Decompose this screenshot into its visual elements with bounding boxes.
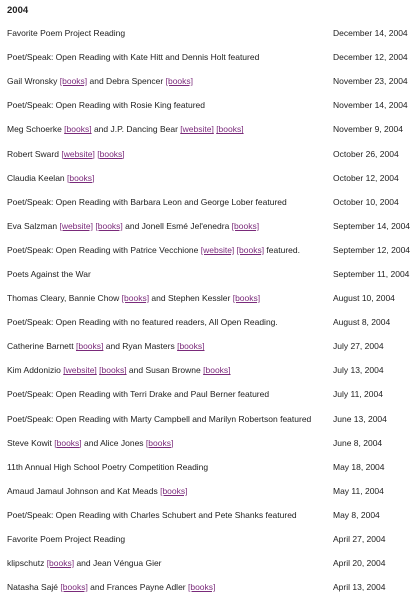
event-date: July 13, 2004 — [333, 365, 384, 376]
event-date: July 27, 2004 — [333, 341, 384, 352]
event-text: and Susan Browne — [126, 365, 204, 376]
books-link[interactable]: [books] — [121, 293, 150, 304]
event-row — [0, 214, 417, 238]
event-row — [0, 407, 417, 431]
event-row — [0, 334, 417, 358]
event-row — [0, 286, 417, 310]
event-date: October 12, 2004 — [333, 172, 399, 183]
event-text: and J.P. Dancing Bear — [91, 124, 181, 135]
event-row — [0, 551, 417, 575]
website-link[interactable]: [website] — [63, 365, 97, 376]
event-text: Claudia Keelan — [7, 172, 68, 183]
event-title — [0, 141, 333, 165]
event-row — [0, 238, 417, 262]
event-text: Steve Kowit — [7, 437, 55, 448]
books-link[interactable]: [books] — [97, 148, 125, 159]
event-text: Poets Against the War — [7, 268, 91, 279]
event-text: Poet/Speak: Open Reading with Marty Campbell and Marilyn Robertson featured — [7, 413, 312, 424]
books-link[interactable]: [books] — [145, 437, 174, 448]
event-row — [0, 45, 417, 69]
event-date: April 20, 2004 — [333, 558, 386, 569]
event-date: May 11, 2004 — [333, 485, 384, 496]
event-date: August 10, 2004 — [333, 293, 395, 304]
event-title — [0, 238, 333, 262]
event-title — [0, 382, 333, 406]
website-link[interactable]: [website] — [180, 124, 214, 135]
event-text: Poet/Speak: Open Reading with Barbara Leon and George Lober featured — [7, 196, 287, 207]
event-title — [0, 117, 333, 141]
event-date: May 18, 2004 — [333, 461, 385, 472]
books-link[interactable]: [books] — [203, 365, 231, 376]
event-date: December 14, 2004 — [333, 28, 408, 39]
event-text: Robert Sward — [7, 148, 62, 159]
event-title — [0, 527, 333, 551]
event-date: September 14, 2004 — [333, 220, 411, 231]
event-title — [0, 93, 333, 117]
event-row — [0, 262, 417, 286]
books-link[interactable]: [books] — [60, 582, 88, 593]
event-text: Favorite Poem Project Reading — [7, 28, 126, 39]
event-text: Poet/Speak: Open Reading with Patrice Vecchione — [7, 244, 201, 255]
event-title — [0, 334, 333, 358]
event-text: 11th Annual High School Poetry Competition Reading — [7, 461, 209, 472]
event-row — [0, 166, 417, 190]
event-title — [0, 166, 333, 190]
events-table-body — [0, 21, 417, 599]
books-link[interactable]: [books] — [64, 124, 92, 135]
books-link[interactable]: [books] — [236, 244, 265, 255]
website-link[interactable]: [website] — [61, 148, 95, 159]
books-link[interactable]: [books] — [59, 76, 88, 87]
event-title — [0, 431, 333, 455]
event-date: May 8, 2004 — [333, 509, 380, 520]
event-title — [0, 214, 333, 238]
event-title — [0, 455, 333, 479]
books-link[interactable]: [books] — [165, 76, 194, 87]
event-row — [0, 310, 417, 334]
event-title — [0, 190, 333, 214]
event-row — [0, 431, 417, 455]
event-title — [0, 503, 333, 527]
event-date: October 26, 2004 — [333, 148, 399, 159]
event-text: and Stephen Kessler — [149, 293, 233, 304]
event-text: Gail Wronsky — [7, 76, 60, 87]
books-link[interactable]: [books] — [46, 558, 75, 569]
event-row — [0, 358, 417, 382]
event-row — [0, 455, 417, 479]
year-heading: 2004 — [7, 5, 29, 16]
event-title — [0, 45, 333, 69]
event-text: Meg Schoerke — [7, 124, 65, 135]
event-text: Poet/Speak: Open Reading with Rosie King featured — [7, 100, 205, 111]
event-text: Catherine Barnett — [7, 341, 76, 352]
books-link[interactable]: [books] — [99, 365, 127, 376]
event-text: Favorite Poem Project Reading — [7, 534, 126, 545]
event-text: and Jean Véngua Gier — [74, 558, 162, 569]
books-link[interactable]: [books] — [75, 341, 104, 352]
event-text: Kim Addonizio — [7, 365, 64, 376]
website-link[interactable]: [website] — [59, 220, 93, 231]
event-date: December 12, 2004 — [333, 52, 408, 63]
books-link[interactable]: [books] — [160, 485, 188, 496]
event-text: Poet/Speak: Open Reading with Charles Schubert and Pete Shanks featured — [7, 509, 297, 520]
event-title — [0, 69, 333, 93]
event-row — [0, 190, 417, 214]
event-date: September 12, 2004 — [333, 244, 411, 255]
event-text: klipschutz — [7, 558, 47, 569]
event-text: Thomas Cleary, Bannie Chow — [7, 293, 122, 304]
event-text: and Ryan Masters — [103, 341, 178, 352]
event-date: April 13, 2004 — [333, 582, 386, 593]
event-text: and Jonell Esmé Jel'enedra — [122, 220, 232, 231]
event-text: Poet/Speak: Open Reading with no featured readers, All Open Reading. — [7, 317, 278, 328]
event-date: November 14, 2004 — [333, 100, 408, 111]
event-title — [0, 575, 333, 599]
event-row — [0, 479, 417, 503]
event-date: August 8, 2004 — [333, 317, 391, 328]
event-row — [0, 117, 417, 141]
event-text: and Debra Spencer — [87, 76, 166, 87]
event-date: November 9, 2004 — [333, 124, 403, 135]
event-row — [0, 382, 417, 406]
books-link[interactable]: [books] — [231, 220, 260, 231]
event-title — [0, 286, 333, 310]
books-link[interactable]: [books] — [95, 220, 123, 231]
event-date: November 23, 2004 — [333, 76, 408, 87]
event-text: and Alice Jones — [81, 437, 146, 448]
books-link[interactable]: [books] — [216, 124, 244, 135]
books-link[interactable]: [books] — [187, 582, 216, 593]
event-text: featured. — [264, 244, 300, 255]
event-row — [0, 21, 417, 45]
website-link[interactable]: [website] — [200, 244, 235, 255]
event-title — [0, 479, 333, 503]
event-title — [0, 21, 333, 45]
event-title — [0, 551, 333, 575]
event-date: September 11, 2004 — [333, 268, 410, 279]
event-text: and Frances Payne Adler — [87, 582, 188, 593]
event-row — [0, 141, 417, 165]
event-row — [0, 69, 417, 93]
event-text: Natasha Sajé — [7, 582, 61, 593]
event-row — [0, 503, 417, 527]
event-title — [0, 310, 333, 334]
event-title — [0, 262, 333, 286]
event-title — [0, 358, 333, 382]
event-date: July 11, 2004 — [333, 389, 383, 400]
books-link[interactable]: [books] — [177, 341, 205, 352]
event-date: June 8, 2004 — [333, 437, 383, 448]
event-row — [0, 527, 417, 551]
event-text: Poet/Speak: Open Reading with Kate Hitt and Dennis Holt featured — [7, 52, 260, 63]
events-table — [0, 21, 417, 599]
event-text: Poet/Speak: Open Reading with Terri Drake and Paul Berner featured — [7, 389, 270, 400]
event-text: Eva Salzman — [7, 220, 60, 231]
event-date: October 10, 2004 — [333, 196, 399, 207]
event-date: April 27, 2004 — [333, 534, 386, 545]
event-row — [0, 93, 417, 117]
event-row — [0, 575, 417, 599]
books-link[interactable]: [books] — [232, 293, 261, 304]
books-link[interactable]: [books] — [54, 437, 82, 448]
event-date: June 13, 2004 — [333, 413, 387, 424]
event-title — [0, 407, 333, 431]
books-link[interactable]: [books] — [67, 172, 95, 183]
event-text: Amaud Jamaul Johnson and Kat Meads — [7, 485, 161, 496]
